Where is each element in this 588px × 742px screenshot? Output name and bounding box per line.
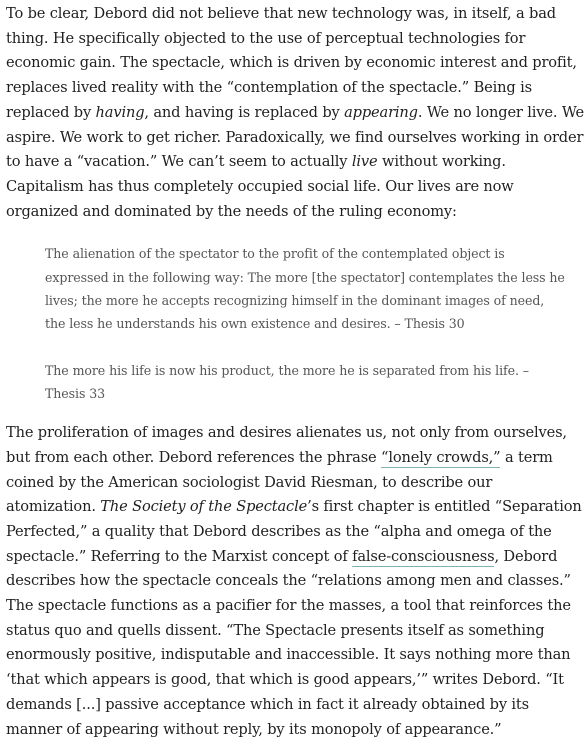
quote-thesis-30: The alienation of the spectator to the profit of the contemplated object is expressed in the following way: The more [the spectator] contemplates the less he lives; the more he accepts recognizing himself in the dominant images of need, the less he understands his own existence and desires. – Thesis 30 xyxy=(45,246,565,332)
paragraph-technology xyxy=(6,0,586,224)
emphasis-having: having xyxy=(95,103,145,121)
paragraph-text: without working. Capitalism has thus completely occupied social life. Our lives are now organized and dominated by the needs of the ruling economy: xyxy=(6,153,514,220)
paragraph-text: , and having is replaced by xyxy=(144,103,345,121)
paragraph-text: . We no longer live. We aspire. We work to get richer. Paradoxically, we find ourselves working in order to have a “vacation.” We can’t seem to actually xyxy=(6,103,584,171)
emphasis-appearing: appearing xyxy=(344,103,418,121)
paragraph-text: , Debord describes how the spectacle conceals the “relations among men and classes.” The spectacle functions as a pacifier for the masses, a tool that reinforces the status quo and quells dissent. “The Spectacle presents itself as something enormously positive, indisputable and inaccessible. It says nothing more than ‘that which appears is good, that which is good appears,’” writes Debord. “It demands [...] passive acceptance which in fact it already obtained by its manner of appearing without reply, by its monopoly of appearance.” xyxy=(6,547,571,738)
quote-thesis-33: The more his life is now his product, the more he is separated from his life. – Thesis 33 xyxy=(45,362,529,401)
book-title: The Society of the Spectacle xyxy=(100,498,308,516)
link-false-consciousness[interactable]: false-consciousness xyxy=(352,547,495,565)
paragraph-text: ’s first chapter is entitled “Separation Perfected,” a quality that Debord describes as the “alpha and omega of the spectacle.” Referring to the Marxist concept of xyxy=(6,498,582,565)
paragraph-text: a term coined by the American sociologist David Riesman, to describe our atomization. xyxy=(6,448,553,516)
emphasis-live: live xyxy=(351,153,378,171)
paragraph-alienation xyxy=(6,421,586,742)
link-lonely-crowds[interactable]: “lonely crowds,” xyxy=(381,448,501,466)
paragraph-text: The proliferation of images and desires alienates us, not only from ourselves, but from each other. Debord references the phrase xyxy=(6,424,567,466)
article-body xyxy=(6,0,586,742)
thesis-blockquote xyxy=(45,242,565,405)
paragraph-text: To be clear, Debord did not believe that new technology was, in itself, a bad thing. He specifically objected to the use of perceptual technologies for economic gain. The spectacle, which is driven by economic interest and profit, replaces lived reality with the “contemplation of the spectacle.” Being is replaced by xyxy=(6,5,577,121)
